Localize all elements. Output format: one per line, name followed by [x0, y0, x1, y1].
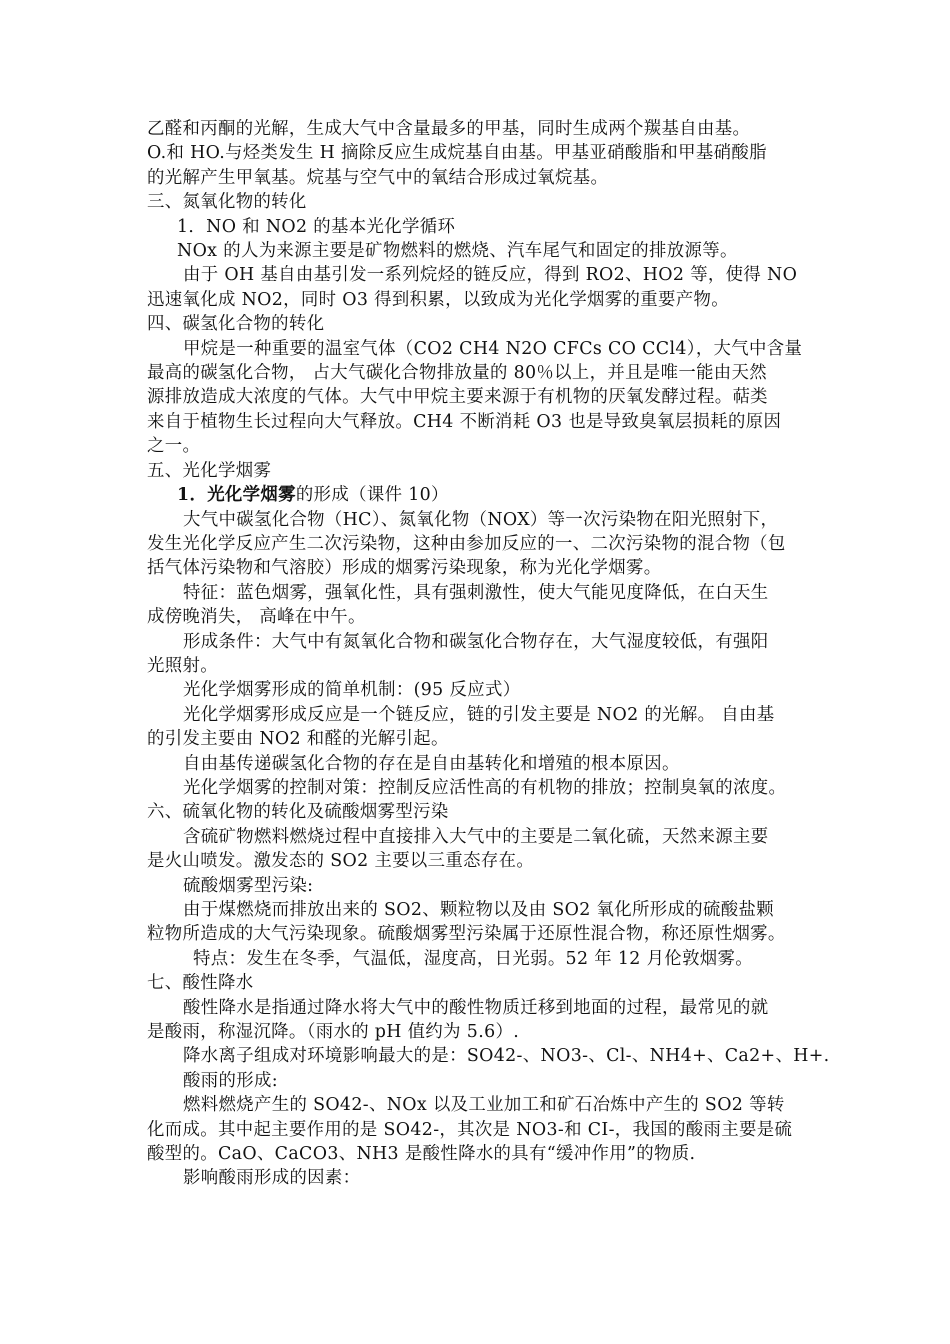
text-line: 源排放造成大浓度的气体。大气中甲烷主要来源于有机物的厌氧发酵过程。萜类 [147, 387, 768, 408]
text-line: 七、酸性降水 [147, 973, 254, 994]
text-line: 酸性降水是指通过降水将大气中的酸性物质迁移到地面的过程，最常见的就 [183, 997, 769, 1018]
text-line: 由于 OH 基自由基引发一系列烷烃的链反应，得到 RO2、HO2 等，使得 NO [183, 265, 798, 286]
text-line: 降水离子组成对环境影响最大的是：SO42-、NO3-、Cl-、NH4+、Ca2+、H+. [183, 1046, 830, 1067]
document-page [147, 117, 830, 1191]
text-line: 粒物所造成的大气污染现象。硫酸烟雾型污染属于还原性混合物，称还原性烟雾。 [147, 924, 786, 945]
text-line: 大气中碳氢化合物（HC）、氮氧化物（NOX）等一次污染物在阳光照射下， [183, 509, 779, 530]
text-line: 形成条件：大气中有氮氧化合物和碳氢化合物存在，大气湿度较低，有强阳 [183, 631, 769, 652]
text-line: 燃料燃烧产生的 SO42-、NOx 以及工业加工和矿石冶炼中产生的 SO2 等转 [183, 1095, 785, 1116]
heading-rest: 的形成（课件 10） [295, 485, 449, 506]
text-line: 括气体污染物和气溶胶）形成的烟雾污染现象，称为光化学烟雾。 [147, 558, 662, 579]
text-line: 乙醛和丙酮的光解，生成大气中含量最多的甲基，同时生成两个羰基自由基。 [147, 119, 751, 139]
text-line: 特点：发生在冬季，气温低，湿度高，日光弱。52 年 12 月伦敦烟雾。 [193, 948, 754, 969]
text-line: 特征：蓝色烟雾，强氧化性，具有强刺激性，使大气能见度降低，在白天生 [183, 582, 769, 603]
text-line: 硫酸烟雾型污染: [183, 875, 314, 896]
text-line: 的引发主要由 NO2 和醛的光解引起。 [147, 729, 449, 750]
text-line: 四、碳氢化合物的转化 [147, 314, 325, 335]
text-line: 光化学烟雾的控制对策：控制反应活性高的有机物的排放；控制臭氧的浓度。 [183, 777, 787, 798]
text-line: 影响酸雨形成的因素： [183, 1168, 361, 1189]
text-line: NOx 的人为来源主要是矿物燃料的燃烧、汽车尾气和固定的排放源等。 [177, 241, 738, 262]
text-line: 来自于植物生长过程向大气释放。CH4 不断消耗 O3 也是导致臭氧层损耗的原因 [147, 411, 782, 432]
text-line: 最高的碳氢化合物， 占大气碳化合物排放量的 80％以上，并且是唯一能由天然 [147, 363, 768, 384]
text-line: 迅速氧化成 NO2，同时 O3 得到积累，以致成为光化学烟雾的重要产物。 [147, 289, 729, 310]
text-line: 成傍晚消失， 高峰在中午。 [147, 607, 366, 628]
text-line: 含硫矿物燃料燃烧过程中直接排入大气中的主要是二氧化硫，天然来源主要 [183, 826, 769, 847]
text-line: 光化学烟雾形成反应是一个链反应，链的引发主要是 NO2 的光解。 自由基 [183, 704, 775, 725]
text-line: 的光解产生甲氧基。烷基与空气中的氧结合形成过氧烷基。 [147, 167, 609, 188]
text-line: 六、硫氧化物的转化及硫酸烟雾型污染 [147, 802, 449, 823]
text-line: 五、光化学烟雾 [147, 460, 272, 481]
text-line: 酸雨的形成: [183, 1070, 278, 1091]
text-line: 之一。 [147, 436, 201, 457]
text-line: 甲烷是一种重要的温室气体（CO2 CH4 N2O CFCs CO CCl4），大气中含量 [183, 338, 803, 359]
text-line: 酸型的。CaO、CaCO3、NH3 是酸性降水的具有“缓冲作用”的物质. [147, 1144, 696, 1165]
text-line: 1．NO 和 NO2 的基本光化学循环 [177, 216, 456, 237]
bold-heading-fragment: 1．光化学烟雾 [177, 485, 296, 506]
text-line: 是火山喷发。激发态的 SO2 主要以三重态存在。 [147, 851, 535, 872]
text-line: 发生光化学反应产生二次污染物，这种由参加反应的一、二次污染物的混合物（包 [147, 533, 786, 554]
text-line: 三、氮氧化物的转化 [147, 192, 307, 213]
text-line: 光化学烟雾形成的简单机制：(95 反应式） [183, 680, 521, 701]
text-line: 化而成。其中起主要作用的是 SO42-，其次是 NO3-和 CI-，我国的酸雨主要是硫 [147, 1119, 793, 1140]
text-line: O.和 HO.与烃类发生 H 摘除反应生成烷基自由基。甲基亚硝酸脂和甲基硝酸脂 [147, 143, 767, 164]
text-line: 光照射。 [147, 655, 218, 676]
text-line: 是酸雨，称湿沉降。（雨水的 pH 值约为 5.6）. [147, 1022, 520, 1043]
text-line: 自由基传递碳氢化合物的存在是自由基转化和增殖的根本原因。 [183, 753, 680, 774]
text-line: 由于煤燃烧而排放出来的 SO2、颗粒物以及由 SO2 氧化所形成的硫酸盐颗 [183, 900, 774, 920]
text-line [147, 483, 812, 507]
